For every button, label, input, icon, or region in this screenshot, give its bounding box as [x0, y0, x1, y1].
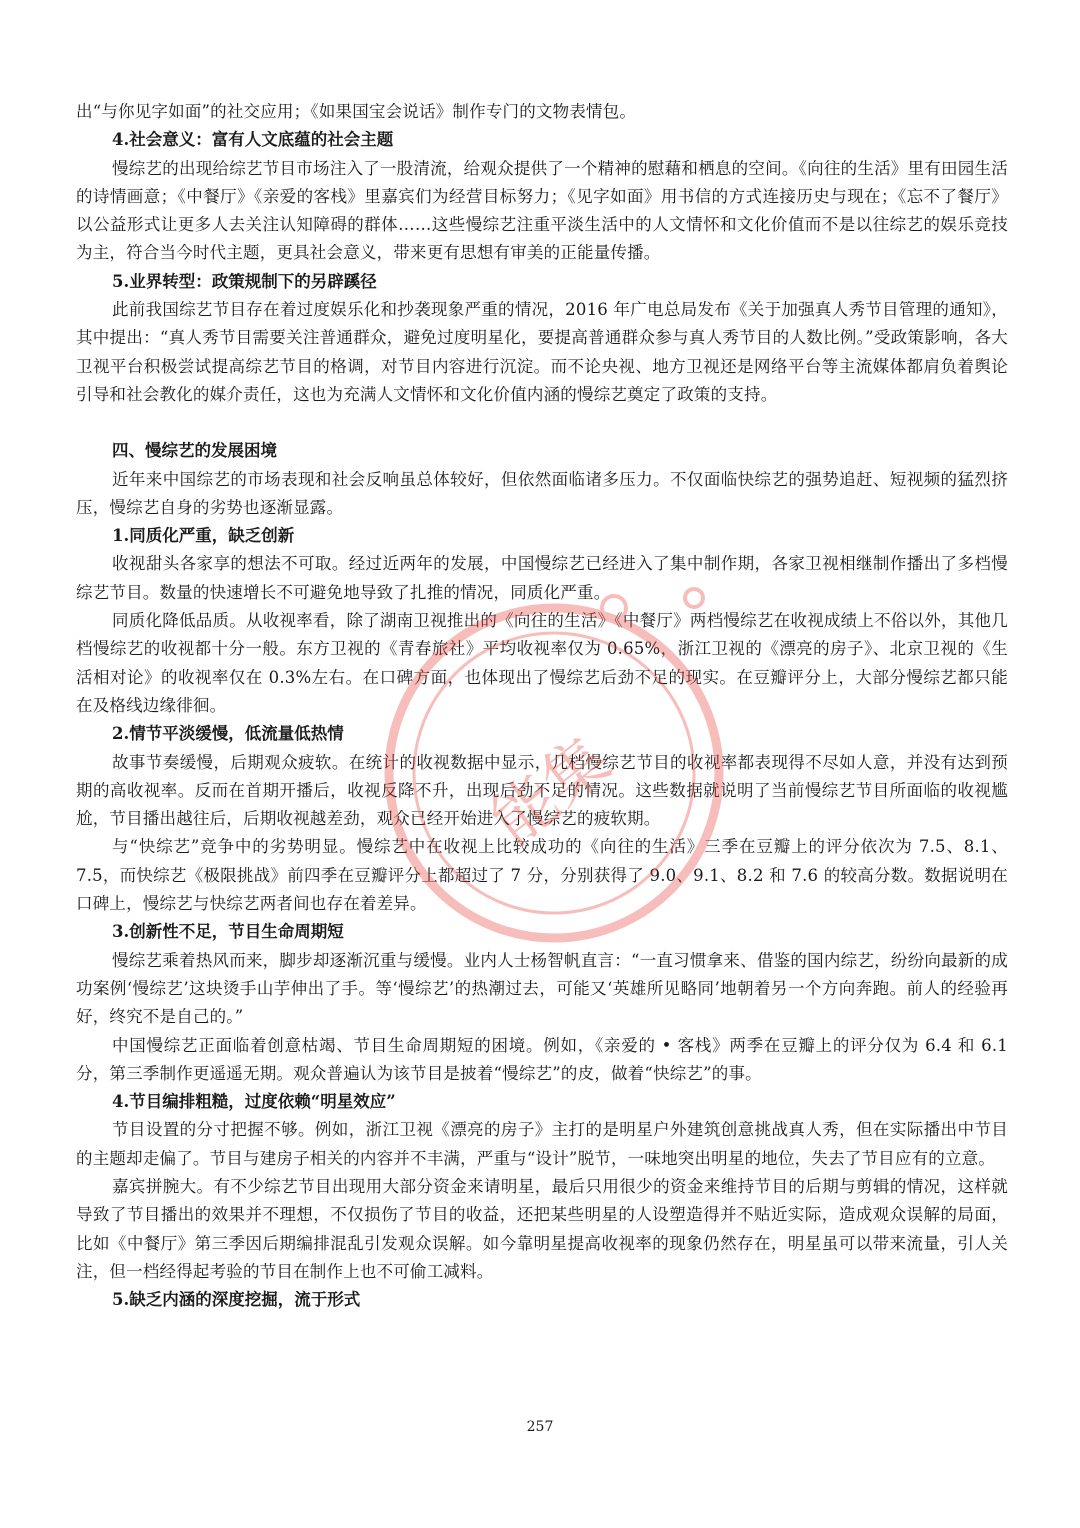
body-paragraph: 出“与你见字如面”的社交应用；《如果国宝会说话》制作专门的文物表情包。 [76, 102, 637, 121]
section-heading: 四、慢综艺的发展困境 [112, 441, 277, 461]
page-number: 257 [526, 1419, 554, 1435]
body-paragraph: 此前我国综艺节目存在着过度娱乐化和抄袭现象严重的情况，2016 年广电总局发布《关于加强真人秀节目管理的通知》，其中提出：“真人秀节目需要关注普通群众，避免过度明星化，要提高普通群众参与真人秀节目的人数比例。”受政策影响，各大卫视平台积极尝试提高综艺节目的格调，对节目内容进行沉淀。而不论央视、地方卫视还是网络平台等主流媒体都肩负着舆论引导和社会教化的媒介责任，这也为充满人文情怀和文化价值内涵的慢综艺奠定了政策的支持。 [76, 300, 1008, 404]
body-paragraph: 同质化降低品质。从收视率看，除了湖南卫视推出的《向往的生活》《中餐厅》两档慢综艺在收视成绩上不俗以外，其他几档慢综艺的收视都十分一般。东方卫视的《青春旅社》平均收视率仅为 0.65%，浙江卫视的《漂亮的房子》、北京卫视的《生活相对论》的收视率仅在 0.3%左右。在口碑方面，也体现出了慢综艺后劲不足的现实。在豆瓣评分上，大部分慢综艺都只能在及格线边缘徘徊。 [76, 611, 1008, 715]
subsection-heading: 4.节目编排粗糙，过度依赖“明星效应” [112, 1092, 396, 1112]
body-paragraph: 中国慢综艺正面临着创意枯竭、节目生命周期短的困境。例如，《亲爱的 • 客栈》两季在豆瓣上的评分仅为 6.4 和 6.1 分，第三季制作更遥遥无期。观众普遍认为该节目是披着“慢综艺”的皮，做着“快综艺”的事。 [76, 1035, 1008, 1083]
body-paragraph: 慢综艺的出现给综艺节目市场注入了一股清流，给观众提供了一个精神的慰藉和栖息的空间。《向往的生活》里有田园生活的诗情画意；《中餐厅》《亲爱的客栈》里嘉宾们为经营目标努力；《见字如面》用书信的方式连接历史与现在；《忘不了餐厅》以公益形式让更多人去关注认知障碍的群体……这些慢综艺注重平淡生活中的人文情怀和文化价值而不是以往综艺的娱乐竞技为主，符合当今时代主题，更具社会意义，带来更有思想有审美的正能量传播。 [76, 158, 1008, 263]
section-gap [76, 409, 1008, 437]
subsection-heading: 3.创新性不足，节目生命周期短 [112, 922, 344, 942]
body-paragraph: 收视甜头各家享的想法不可取。经过近两年的发展，中国慢综艺已经进入了集中制作期，各家卫视相继制作播出了多档慢综艺节目。数量的快速增长不可避免地导致了扎推的情况，同质化严重。 [76, 554, 1008, 602]
subsection-heading: 5.缺乏内涵的深度挖掘，流于形式 [112, 1290, 361, 1310]
subsection-heading: 1.同质化严重，缺乏创新 [112, 526, 295, 546]
body-paragraph: 节目设置的分寸把握不够。例如，浙江卫视《漂亮的房子》主打的是明星户外建筑创意挑战真人秀，但在实际播出中节目的主题却走偏了。节目与建房子相关的内容并不丰满，严重与“设计”脱节，一味地突出明星的地位，失去了节目应有的立意。 [76, 1120, 1008, 1168]
stamp-text: 能集 [477, 722, 625, 861]
body-paragraph: 近年来中国综艺的市场表现和社会反响虽总体较好，但依然面临诸多压力。不仅面临快综艺的强势追赶、短视频的猛烈挤压，慢综艺自身的劣势也逐渐显露。 [76, 469, 1008, 517]
body-paragraph: 嘉宾拼腕大。有不少综艺节目出现用大部分资金来请明星，最后只用很少的资金来维持节目的后期与剪辑的情况，这样就导致了节目播出的效果并不理想，不仅损伤了节目的收益，还把某些明星的人设塑造得并不贴近实际，造成观众误解的局面，比如《中餐厅》第三季因后期编排混乱引发观众误解。如今靠明星提高收视率的现象仍然存在，明星虽可以带来流量，引人关注，但一档经得起考验的节目在制作上也不可偷工减料。 [76, 1176, 1008, 1281]
subsection-heading: 4.社会意义：富有人文底蕴的社会主题 [112, 130, 394, 150]
body-paragraph: 慢综艺乘着热风而来，脚步却逐渐沉重与缓慢。业内人士杨智帆直言：“一直习惯拿来、借鉴的国内综艺，纷纷向最新的成功案例‘慢综艺’这块烫手山芋伸出了手。等‘慢综艺’的热潮过去，可能又‘英雄所见略同’地朝着另一个方向奔跑。前人的经验再好，终究不是自己的。” [76, 950, 1008, 1027]
body-paragraph: 与“快综艺”竞争中的劣势明显。慢综艺中在收视上比较成功的《向往的生活》三季在豆瓣上的评分依次为 7.5、8.1、7.5，而快综艺《极限挑战》前四季在豆瓣评分上都超过了 7 分，分别获得了 9.0、9.1、8.2 和 7.6 的较高分数。数据说明在口碑上，慢综艺与快综艺两者间也存在着差异。 [76, 837, 1008, 914]
subsection-heading: 2.情节平淡缓慢，低流量低热情 [112, 724, 344, 744]
subsection-heading: 5.业界转型：政策规制下的另辟蹊径 [112, 271, 377, 291]
document-page [76, 98, 1008, 1314]
body-paragraph: 故事节奏缓慢，后期观众疲软。在统计的收视数据中显示，几档慢综艺节目的收视率都表现得不尽如人意，并没有达到预期的高收视率。反而在首期开播后，收视反降不升，出现后劲不足的情况。这些数据就说明了当前慢综艺节目所面临的收视尴尬，节目播出越往后，后期收视越差劲，观众已经开始进入了慢综艺的疲软期。 [76, 752, 1008, 829]
